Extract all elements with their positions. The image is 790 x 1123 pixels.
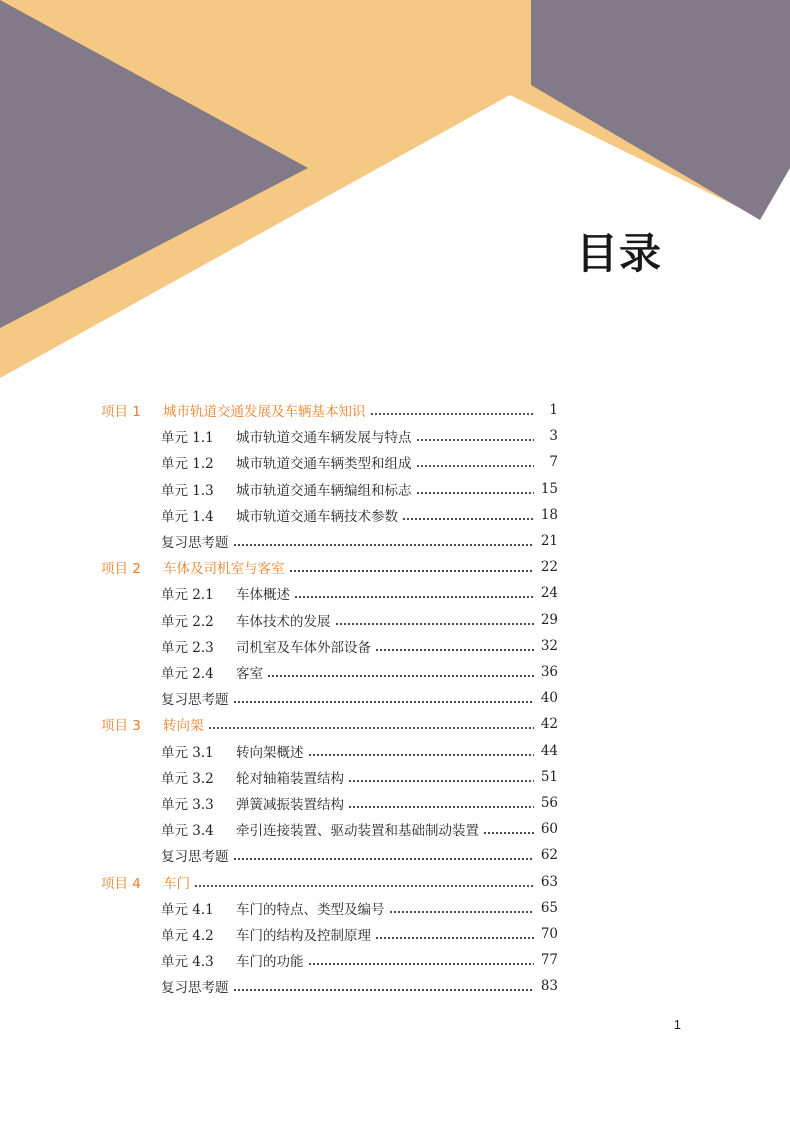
toc-entry-title: 车体及司机室与客室: [163, 561, 285, 578]
toc-entry-number: 单元 3.3: [161, 797, 214, 813]
toc-entry-page: 36: [540, 664, 558, 680]
toc-entry-number: 单元 4.1: [161, 901, 214, 918]
toc-unit-row[interactable]: [161, 738, 558, 764]
toc-leader-dots: [308, 963, 535, 965]
toc-entry-title: 牵引连接装置、驱动装置和基础制动装置: [236, 823, 479, 840]
toc-unit-row[interactable]: [161, 476, 558, 502]
toc-unit-row[interactable]: [161, 921, 558, 947]
toc-entry-number: 单元 2.3: [161, 639, 214, 656]
toc-entry-title: 司机室及车体外部设备: [236, 639, 371, 656]
toc-entry-title: 复习思考题: [161, 980, 229, 997]
toc-project-row[interactable]: [101, 869, 558, 895]
toc-entry-page: 1: [549, 402, 558, 418]
toc-entry-number: 项目 1: [101, 404, 141, 420]
toc-entry-number: 单元 2.1: [161, 587, 214, 604]
toc-entry-title: 城市轨道交通发展及车辆基本知识: [163, 404, 366, 420]
toc-unit-row[interactable]: [161, 580, 558, 606]
toc-entry-title: 车体概述: [236, 587, 290, 604]
toc-entry-number: 单元 1.3: [161, 482, 214, 499]
page-number: 1: [673, 1017, 681, 1032]
toc-leader-dots: [416, 492, 535, 494]
toc-entry-page: 22: [540, 559, 558, 576]
page-title: 目录: [576, 229, 663, 278]
toc-entry-page: 65: [540, 899, 558, 916]
toc-entry-title: 城市轨道交通车辆类型和组成: [236, 456, 412, 473]
toc-leader-dots: [335, 623, 535, 625]
toc-entry-page: 42: [540, 716, 558, 733]
toc-unit-row[interactable]: [161, 423, 558, 449]
toc-project-row[interactable]: [101, 711, 558, 737]
toc-entry-number: 项目 2: [101, 561, 141, 578]
toc-entry-number: 项目 4: [101, 875, 141, 892]
toc-entry-page: 63: [540, 873, 558, 890]
toc-entry-number: 单元 2.2: [161, 613, 214, 630]
toc-entry-page: 44: [540, 742, 558, 759]
toc-entry-title: 车门的功能: [236, 954, 304, 971]
toc-unit-row[interactable]: [161, 449, 558, 475]
toc-entry-title: 客室: [236, 666, 263, 682]
toc-project-row[interactable]: [101, 397, 558, 423]
toc-unit-row[interactable]: [161, 502, 558, 528]
toc-entry-page: 3: [549, 428, 558, 445]
toc-leader-dots: [308, 754, 535, 756]
toc-entry-page: 7: [549, 454, 558, 471]
toc-entry-page: 40: [540, 690, 558, 707]
toc-leader-dots: [416, 439, 535, 441]
toc-entry-number: 单元 4.3: [161, 954, 214, 971]
toc-unit-row[interactable]: [161, 790, 558, 816]
toc-unit-row[interactable]: [161, 842, 558, 868]
toc-leader-dots: [289, 570, 535, 572]
toc-entry-title: 车体技术的发展: [236, 613, 331, 630]
toc-leader-dots: [233, 544, 535, 546]
toc-leader-dots: [267, 675, 534, 677]
toc-unit-row[interactable]: [161, 816, 558, 842]
toc-entry-title: 城市轨道交通车辆编组和标志: [236, 482, 412, 499]
toc-entry-title: 车门: [163, 875, 190, 892]
toc-unit-row[interactable]: [161, 973, 558, 999]
toc-entry-page: 62: [540, 847, 558, 864]
toc-entry-page: 60: [540, 821, 558, 838]
toc-entry-number: 单元 1.4: [161, 508, 214, 525]
toc-entry-page: 18: [540, 506, 558, 523]
toc-entry-page: 51: [540, 768, 558, 785]
toc-leader-dots: [370, 413, 535, 415]
toc-unit-row[interactable]: [161, 528, 558, 554]
toc-entry-title: 城市轨道交通车辆发展与特点: [236, 430, 412, 447]
toc-unit-row[interactable]: [161, 764, 558, 790]
toc-unit-row[interactable]: [161, 947, 558, 973]
toc-leader-dots: [483, 832, 534, 834]
toc-entry-title: 转向架: [163, 718, 204, 735]
toc-unit-row[interactable]: [161, 685, 558, 711]
toc-entry-title: 弹簧减振装置结构: [236, 797, 344, 813]
toc-entry-title: 车门的结构及控制原理: [236, 928, 371, 944]
toc-leader-dots: [294, 596, 534, 598]
toc-entry-number: 单元 1.2: [161, 456, 214, 473]
toc-entry-page: 56: [540, 795, 558, 811]
toc-leader-dots: [233, 989, 535, 991]
toc-entry-title: 车门的特点、类型及编号: [236, 901, 385, 918]
toc-entry-page: 15: [540, 480, 558, 497]
toc-entry-page: 32: [540, 637, 558, 654]
toc-entry-page: 83: [540, 978, 558, 995]
toc-entry-title: 复习思考题: [161, 692, 229, 709]
toc-entry-page: 24: [540, 585, 558, 602]
toc-entry-page: 77: [540, 952, 558, 969]
toc-leader-dots: [348, 806, 534, 808]
toc-leader-dots: [348, 780, 534, 782]
toc-leader-dots: [194, 885, 534, 887]
toc-unit-row[interactable]: [161, 633, 558, 659]
toc-unit-row[interactable]: [161, 659, 558, 685]
toc-leader-dots: [416, 465, 535, 467]
toc-entry-number: 单元 3.4: [161, 823, 214, 840]
toc-entry-number: 单元 1.1: [161, 430, 214, 447]
toc-entry-number: 单元 3.2: [161, 770, 214, 787]
toc-entry-number: 单元 4.2: [161, 928, 214, 944]
toc-unit-row[interactable]: [161, 607, 558, 633]
toc-leader-dots: [375, 937, 534, 939]
toc-entry-title: 复习思考题: [161, 849, 229, 866]
toc-leader-dots: [233, 701, 535, 703]
toc-entry-number: 单元 2.4: [161, 666, 214, 682]
toc-entry-page: 21: [540, 533, 558, 549]
toc-entry-title: 复习思考题: [161, 535, 229, 551]
toc-entry-number: 项目 3: [101, 718, 141, 735]
toc-entry-title: 转向架概述: [236, 744, 304, 761]
toc-unit-row[interactable]: [161, 895, 558, 921]
toc-leader-dots: [389, 911, 535, 913]
toc-entry-page: 70: [540, 926, 558, 942]
toc-leader-dots: [402, 518, 534, 520]
toc-entry-title: 城市轨道交通车辆技术参数: [236, 508, 398, 525]
toc-project-row[interactable]: [101, 554, 558, 580]
toc-entry-title: 轮对轴箱装置结构: [236, 770, 344, 787]
toc-leader-dots: [208, 727, 535, 729]
toc-leader-dots: [375, 649, 534, 651]
toc-entry-number: 单元 3.1: [161, 744, 214, 761]
toc-leader-dots: [233, 858, 535, 860]
toc-entry-page: 29: [540, 611, 558, 628]
